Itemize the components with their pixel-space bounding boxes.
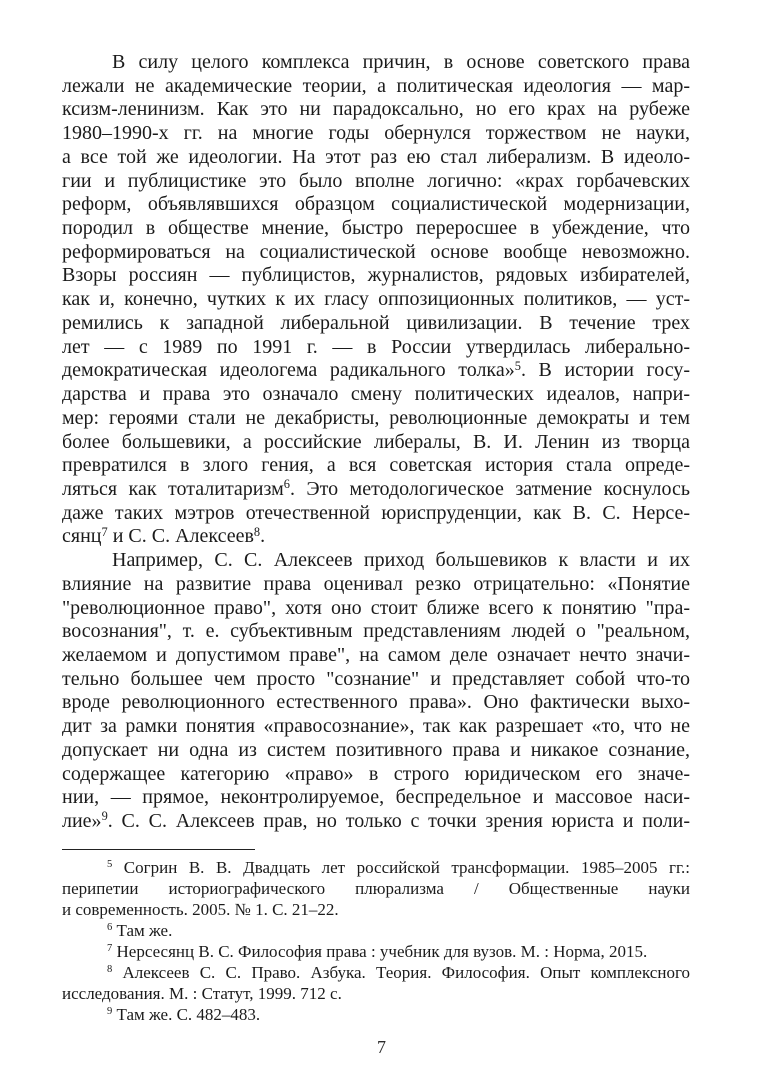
text-line: желаемом и допустимом праве", на самом деле означает нечто значи-: [62, 643, 690, 666]
footnote-ref: 8: [107, 964, 113, 976]
body-text: [62, 51, 690, 834]
text-line: вроде революционного естественного права». Оно фактически выхо-: [62, 691, 690, 714]
text-line: мер: героями стали не декабристы, революционные демократы и тем: [62, 406, 690, 429]
text-line: демократическая идеологема радикального толка»$^5$. В истории госу-: [62, 358, 691, 382]
text-line: тельно большее чем просто "сознание" и представляет собой что-то: [62, 667, 690, 690]
footnote-ref: 6: [283, 477, 290, 492]
text-line: превратился в злого гения, а вся советская история стала опреде-: [62, 454, 690, 477]
text-line: а все той же идеологии. На этот раз ею стал либерализм. В идеоло-: [62, 145, 690, 168]
text-line: реформ, объявлявшихся образцом социалистической модернизации,: [62, 193, 690, 216]
text-line: Взоры россиян — публицистов, журналистов, рядовых избирателей,: [62, 264, 690, 287]
footnote-line: $^6$ Там же.: [107, 921, 173, 940]
text-line: лет — с 1989 по 1991 г. — в России утвердилась либерально-: [62, 335, 690, 358]
page-number: 7: [377, 1037, 386, 1057]
footnote-ref: 7: [101, 524, 108, 539]
text-line: допускает ни одна из систем позитивного права и никакое сознание,: [62, 738, 690, 761]
footnote-ref: 7: [107, 943, 113, 955]
text-line: даже таких мэтров отечественной юриспруденции, как В. С. Нерсе-: [62, 501, 690, 524]
text-line: дит за рамки понятия «правосознание», так как разрешает «то, что не: [62, 715, 690, 738]
text-line: гии и публицистике это было вполне логично: «крах горбачевских: [62, 169, 690, 192]
text-line: Например, С. С. Алексеев приход большевиков к власти и их: [112, 549, 690, 572]
text-line: "революционное право", хотя оно стоит ближе всего к понятию "пра-: [62, 596, 690, 619]
text-line: восознания", т. е. субъективным представлениям людей о "реальном,: [62, 620, 690, 643]
text-line: ксизм-ленинизм. Как это ни парадоксально, но его крах на рубеже: [62, 98, 690, 121]
footnote-line: и современность. 2005. № 1. С. 21–22.: [62, 900, 339, 919]
text-line: породил в обществе мнение, быстро переросшее в убеждение, что: [62, 217, 690, 240]
footnote-line: перипетии историографического плюрализма / Общественные науки: [62, 879, 690, 898]
text-line: содержащее категорию «право» в строго юридическом его значе-: [62, 762, 690, 785]
text-line: как и, конечно, чутких к их гласу оппозиционных политиков, — уст-: [62, 288, 690, 311]
footnote-line: $^8$ Алексеев С. С. Право. Азбука. Теория. Философия. Опыт комплексного: [107, 963, 690, 982]
text-line: ремились к западной либеральной цивилизации. В течение трех: [62, 311, 690, 334]
text-line: В силу целого комплекса причин, в основе советского права: [112, 51, 690, 73]
footnotes: [62, 857, 690, 1025]
text-line: более большевики, а российские либералы, В. И. Ленин из творца: [62, 430, 690, 453]
footnote-ref: 9: [101, 809, 108, 824]
text-line: влияние на развитие права оценивал резко отрицательно: «Понятие: [62, 572, 690, 595]
footnote-line: $^5$ Согрин В. В. Двадцать лет российской трансформации. 1985–2005 гг.:: [107, 858, 690, 877]
footnote-ref: 8: [253, 524, 261, 539]
footnote-separator: [62, 849, 255, 850]
text-line: сянц$^7$ и С. С. Алексеев$^8$.: [62, 524, 266, 548]
footnote-line: исследования. М. : Статут, 1999. 712 с.: [62, 984, 342, 1003]
footnote-line: $^7$ Нерсесянц В. С. Философия права : учебник для вузов. М. : Норма, 2015.: [107, 942, 648, 961]
footnote-ref: 5: [514, 358, 521, 373]
footnote-ref: 5: [107, 859, 113, 871]
text-line: 1980–1990-х гг. на многие годы обернулся торжеством не науки,: [62, 122, 690, 145]
text-line: лие»$^9$. С. С. Алексеев прав, но только с точки зрения юриста и поли-: [62, 809, 690, 832]
text-line: лежали не академические теории, а политическая идеология — мар-: [62, 74, 690, 97]
footnote-line: $^9$ Там же. С. 482–483.: [107, 1005, 261, 1024]
text-line: нии, — прямое, неконтролируемое, беспредельное и массовое наси-: [62, 786, 690, 809]
text-line: реформироваться на социалистической основе вообще невозможно.: [62, 240, 690, 263]
footnote-ref: 9: [107, 1006, 113, 1018]
text-line: ляться как тоталитаризм$^6$. Это методологическое затмение коснулось: [62, 477, 690, 500]
text-line: дарства и права это означало смену политических идеалов, напри-: [62, 383, 690, 406]
footnote-ref: 6: [107, 922, 113, 934]
